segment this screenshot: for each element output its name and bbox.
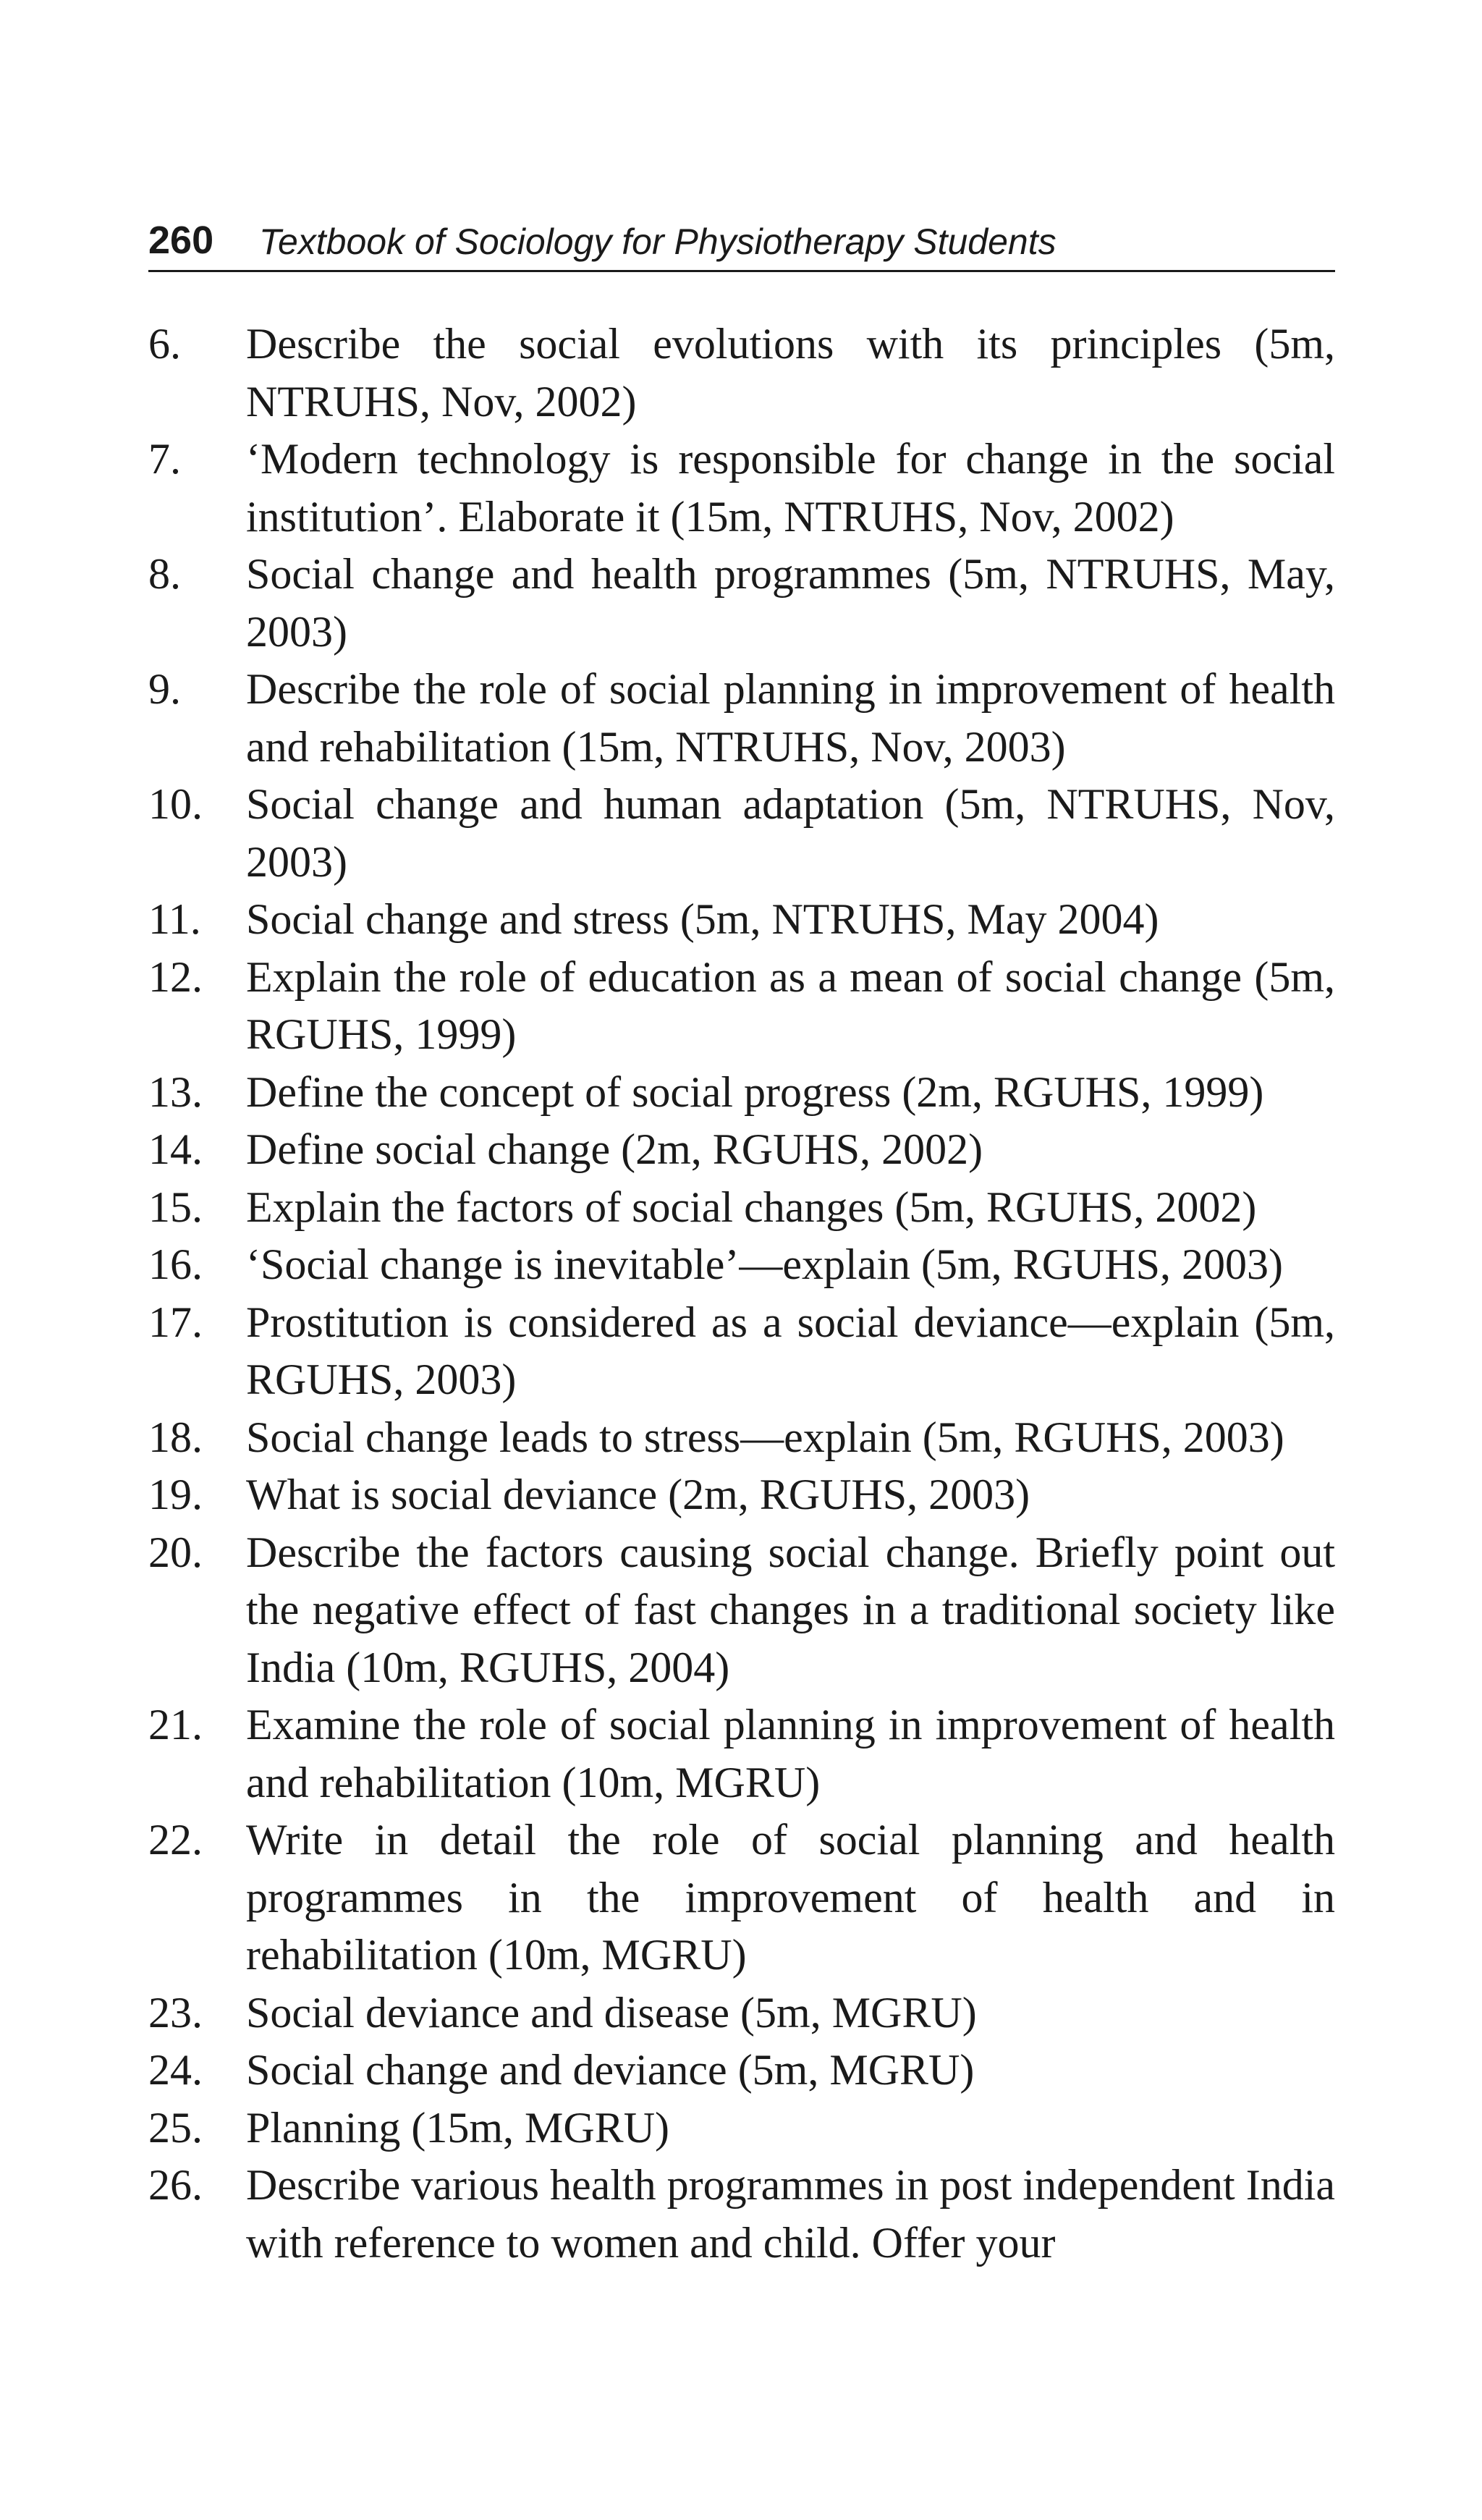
list-item (148, 949, 1335, 1064)
list-item (148, 2100, 1335, 2157)
list-item (148, 2157, 1335, 2272)
list-item (148, 1466, 1335, 1524)
question-list (148, 316, 1335, 2272)
list-item (148, 546, 1335, 661)
item-text: Examine the role of social planning in improvement of health and rehabilitation (10m, MGRU) (246, 1701, 1335, 1806)
item-text: Social change and human adaptation (5m, NTRUHS, Nov, 2003) (246, 780, 1335, 886)
list-item (148, 1236, 1335, 1294)
item-number: 20. (148, 1528, 203, 1576)
item-text: Describe various health programmes in post independent India with reference to women and child. Offer your (246, 2161, 1335, 2267)
item-text: ‘Modern technology is responsible for change in the social institution’. Elaborate it (15m, NTRUHS, Nov, 2002) (246, 435, 1335, 541)
item-number: 15. (148, 1183, 203, 1231)
item-number: 13. (148, 1067, 203, 1116)
item-number: 6. (148, 320, 181, 368)
page-header (148, 214, 1335, 272)
list-item (148, 1409, 1335, 1467)
item-text: Social change leads to stress—explain (5m, RGUHS, 2003) (246, 1413, 1284, 1461)
item-text: Define social change (2m, RGUHS, 2002) (246, 1125, 983, 1173)
list-item (148, 1984, 1335, 2042)
list-item (148, 1524, 1335, 1697)
item-text: Describe the role of social planning in improvement of health and rehabilitation (15m, NTRUHS, Nov, 2003) (246, 665, 1335, 771)
item-number: 24. (148, 2046, 203, 2094)
item-text: Explain the factors of social changes (5m, RGUHS, 2002) (246, 1183, 1257, 1231)
page-number: 260 (148, 219, 214, 262)
list-item (148, 316, 1335, 431)
list-item (148, 1294, 1335, 1409)
list-item (148, 776, 1335, 891)
item-number: 9. (148, 665, 181, 713)
item-text: Explain the role of education as a mean of social change (5m, RGUHS, 1999) (246, 952, 1335, 1058)
item-text: Social change and stress (5m, NTRUHS, May 2004) (246, 895, 1159, 943)
list-item (148, 431, 1335, 546)
item-number: 21. (148, 1701, 203, 1749)
list-item (148, 2042, 1335, 2100)
item-text: ‘Social change is inevitable’—explain (5m, RGUHS, 2003) (246, 1240, 1284, 1288)
item-text: Define the concept of social progress (2m, RGUHS, 1999) (246, 1067, 1264, 1116)
item-text: Write in detail the role of social planning and health programmes in the improvement of health and in rehabilitation (10m, MGRU) (246, 1816, 1335, 1979)
running-title: Textbook of Sociology for Physiotherapy Students (259, 221, 1057, 262)
item-text: Social deviance and disease (5m, MGRU) (246, 1988, 977, 2037)
item-number: 23. (148, 1988, 203, 2037)
item-text: Describe the social evolutions with its principles (5m, NTRUHS, Nov, 2002) (246, 320, 1335, 426)
item-number: 14. (148, 1125, 203, 1173)
item-text: Social change and health programmes (5m, NTRUHS, May, 2003) (246, 550, 1335, 656)
item-number: 18. (148, 1413, 203, 1461)
item-number: 11. (148, 895, 201, 943)
item-number: 25. (148, 2103, 203, 2152)
item-text: Social change and deviance (5m, MGRU) (246, 2046, 975, 2094)
item-number: 26. (148, 2161, 203, 2209)
list-item (148, 1064, 1335, 1122)
item-text: Describe the factors causing social change. Briefly point out the negative effect of fast changes in a traditional society like India (10m, RGUHS, 2004) (246, 1528, 1335, 1691)
list-item (148, 1179, 1335, 1237)
item-number: 22. (148, 1816, 203, 1864)
item-number: 8. (148, 550, 181, 598)
item-number: 7. (148, 435, 181, 483)
item-number: 10. (148, 780, 203, 828)
list-item (148, 1811, 1335, 1984)
item-text: Prostitution is considered as a social deviance—explain (5m, RGUHS, 2003) (246, 1298, 1335, 1403)
item-number: 17. (148, 1298, 203, 1346)
item-text: What is social deviance (2m, RGUHS, 2003) (246, 1471, 1030, 1518)
list-item (148, 1696, 1335, 1811)
list-item (148, 1121, 1335, 1179)
item-text: Planning (15m, MGRU) (246, 2103, 669, 2152)
list-item (148, 661, 1335, 776)
item-number: 19. (148, 1471, 203, 1518)
item-number: 16. (148, 1240, 203, 1288)
list-item (148, 891, 1335, 949)
item-number: 12. (148, 952, 203, 1001)
